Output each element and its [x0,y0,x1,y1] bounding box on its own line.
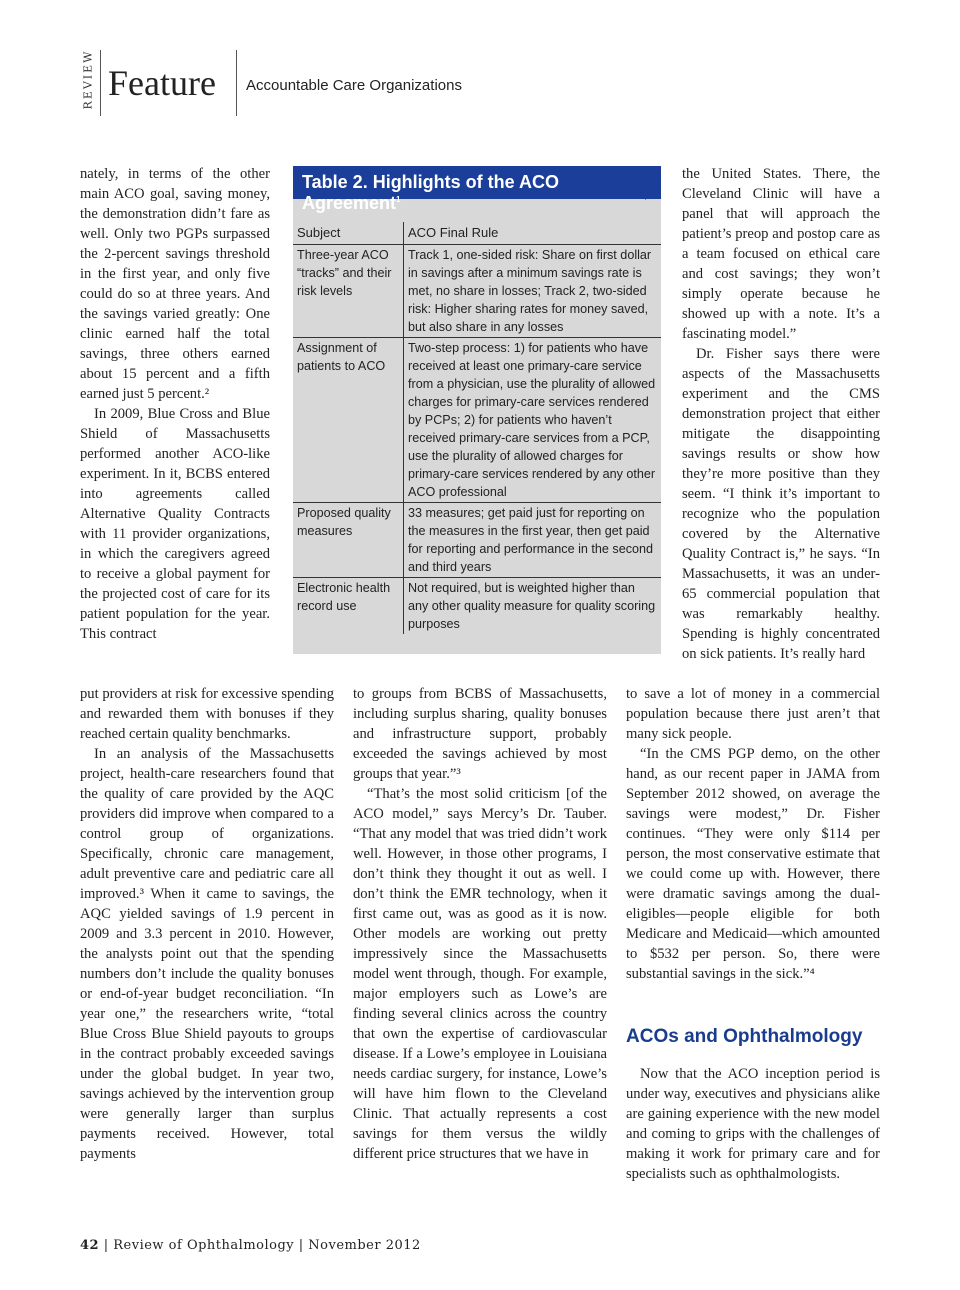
column-left [80,684,334,1164]
table-title: Table 2. Highlights of the ACO Agreement$^1$ [293,166,661,199]
paragraph: Now that the ACO inception period is under way, executives and physicians alike are gaining experience with the new model and coming to grips with the challenges of making it work for primary care and for specialists such as ophthalmologists. [626,1066,880,1182]
aco-table [293,222,661,634]
page-number: 42 [80,1238,100,1253]
paragraph: Dr. Fisher says there were aspects of the Massachusetts experiment and the CMS demonstration project that either mitigate the disappointing savings results or show how they’re more positive than they seem. “I think it’s important to recognize who the population covered by the Alternative Quality Contract is,” he says. “In Massachusetts, it was an under-65 commercial population that was remarkably healthy. Spending is highly concentrated on sick patients. It’s really hard [682,346,880,662]
table-cell: Proposed quality measures [293,503,404,578]
table-cell: Three-year ACO “tracks” and their risk levels [293,245,404,338]
subhead: ACOs and Ophthalmology [626,1026,863,1047]
table-cell: Track 1, one-sided risk: Share on first dollar in savings after a minimum savings rate is met, no share in losses; Track 2, two-sided risk: Higher sharing rates for money saved, but also share in any losses [404,245,662,338]
journal-name: Review of Ophthalmology [113,1238,295,1253]
paragraph: the United States. There, the Cleveland Clinic will have a panel that will approach the patient’s preop and postop care as a team focused on ethical care and cost savings; they won’t simply operate because he showed up with a note. It’s a fascinating model.” [682,166,880,342]
table-row [293,245,661,338]
table-cell: Assignment of patients to ACO [293,338,404,503]
table-cell: 33 measures; get paid just for reporting on the measures in the first year, then get paid for reporting and performance in the second and third years [404,503,662,578]
table-title-corner [645,186,661,200]
paragraph: put providers at risk for excessive spending and rewarded them with bonuses if they reached certain quality benchmarks. [80,686,334,742]
review-tag: REVIEW [81,49,95,110]
page-footer: 42 | Review of Ophthalmology | November 2012 [80,1238,421,1253]
paragraph: “In the CMS PGP demo, on the other hand, as our recent paper in JAMA from September 2012 showed, on average the savings were modest,” Dr. Fisher continues. “They were only $114 per person, the most conservative estimate that we could come up with. However, there were dramatic savings among the dual-eligibles—people eligible for both Medicare and Medicaid—which amounted to $532 per person. So, there were substantial savings in the sick.”⁴ [626,746,880,982]
table-header: ACO Final Rule [404,222,662,245]
header-divider [100,50,101,116]
paragraph: In 2009, Blue Cross and Blue Shield of Massachusetts performed another ACO-like experiment. In it, BCBS entered into agreements called Alternative Quality Contracts with 11 provider organizations, in which the caregivers agreed to receive a global payment for the projected cost of care for its patient population for the year. This contract [80,406,270,642]
column-right-top [682,164,880,664]
feature-label: Feature [108,63,216,103]
section-title: Accountable Care Organizations [246,77,462,94]
paragraph: In an analysis of the Massachusetts project, health-care researchers found that the quality of care provided by the AQC providers did improve when compared to a control group of organizations. Specifically, chronic care management, adult preventive care and pediatric care all improved.³ When it came to savings, the AQC yielded savings of 1.9 percent in 2009 and 3.3 percent in 2010. However, the analysts point out that the spending numbers don’t include the quality bonuses or end-of-year budget reconciliation. “In year one,” the researchers write, “total Blue Cross Blue Shield payouts to groups in the contract probably exceeded savings under the global budget. In year two, savings achieved by the intervention group were generally larger than surplus payments received. However, total payments [80,746,334,1162]
paragraph: “That’s the most solid criticism [of the ACO model,” says Mercy’s Dr. Tauber. “That any model that was tried didn’t work well. However, in those other programs, I don’t think they thought it out as well. I don’t think the EMR technology, when it first came out, was as good as it is now. Other models are working out pretty impressively since the Massachusetts model went through, though. For example, major employers such as Lowe’s are finding several clinics across the country that own the expertise of cardiovascular disease. If a Lowe’s employee in Louisiana needs cardiac surgery, for instance, Lowe’s will have him flown to the Cleveland Clinic. That actually represents a cost savings for them versus the wildly different price structures that we have in [353,786,607,1162]
column-right [626,684,880,984]
table-cell: Electronic health record use [293,578,404,635]
header-divider [236,50,237,116]
paragraph: to groups from BCBS of Massachusetts, including surplus sharing, quality bonuses and infrastructure support, probably exceeded the savings achieved by most groups that year.”³ [353,686,607,782]
table-header: Subject [293,222,404,245]
table-row [293,578,661,635]
table-cell: Two-step process: 1) for patients who have received at least one primary-care service from a physician, use the plurality of allowed charges for primary-care services rendered by PCPs; 2) for patients who haven’t received primary-care services from a PCP, use the plurality of allowed charges for primary-care services rendered by any other ACO professional [404,338,662,503]
table-row [293,338,661,503]
table-header-row [293,222,661,245]
column-middle [353,684,607,1164]
column-right-bottom [626,1064,880,1184]
paragraph: to save a lot of money in a commercial population because there just aren’t that many sick people. [626,686,880,742]
issue-date: November 2012 [308,1238,421,1253]
paragraph: nately, in terms of the other main ACO goal, saving money, the demonstration didn’t fare as well. Only two PGPs surpassed the 2-percent savings threshold in the first year, and only five could do so at three years. And the savings varied greatly: One clinic earned half the total savings, three others earned about 15 percent and a fifth earned just 5 percent.² [80,166,270,402]
column-left-top [80,164,270,644]
table-row [293,503,661,578]
table-cell: Not required, but is weighted higher than any other quality measure for quality scoring purposes [408,581,656,631]
